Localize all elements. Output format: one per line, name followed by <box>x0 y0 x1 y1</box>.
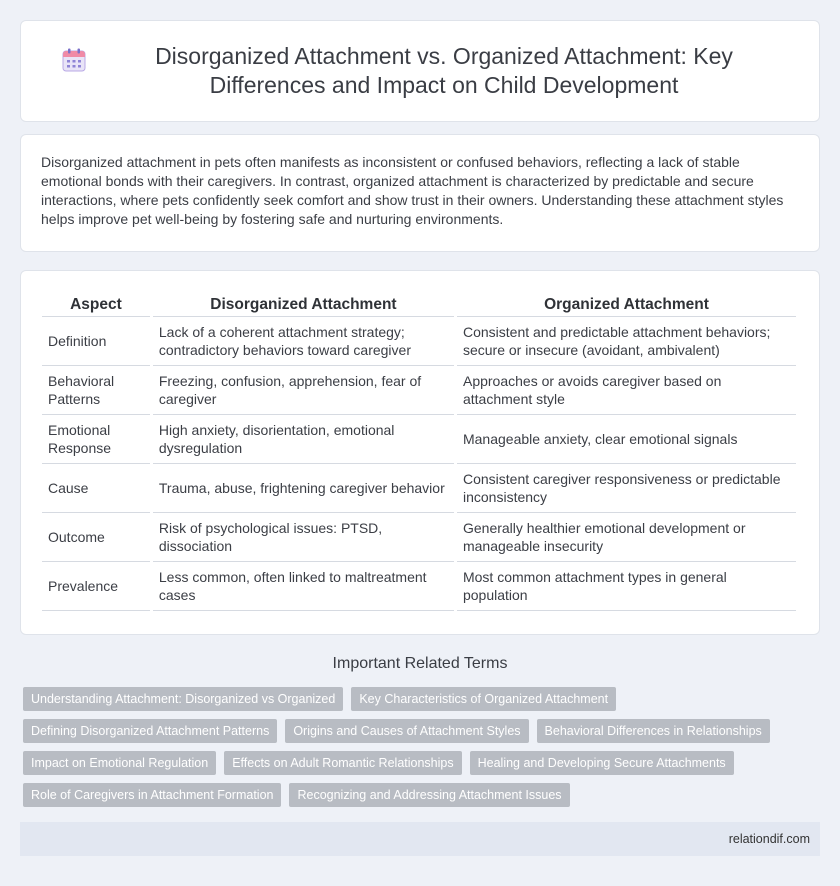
related-term-tag[interactable]: Understanding Attachment: Disorganized vs Organized <box>23 687 343 711</box>
related-terms-list <box>23 687 823 807</box>
disorganized-cell: Lack of a coherent attachment strategy; contradictory behaviors toward caregiver <box>153 317 454 366</box>
aspect-cell: Prevalence <box>42 562 150 611</box>
header-aspect: Aspect <box>42 293 150 317</box>
related-term-tag[interactable]: Defining Disorganized Attachment Patterns <box>23 719 277 743</box>
header-disorganized: Disorganized Attachment <box>153 293 454 317</box>
organized-cell: Most common attachment types in general population <box>457 562 796 611</box>
table-row <box>42 513 796 562</box>
related-terms-heading: Important Related Terms <box>332 655 508 672</box>
disorganized-cell: Trauma, abuse, frightening caregiver behavior <box>153 464 454 513</box>
aspect-cell: Cause <box>42 464 150 513</box>
organized-cell: Generally healthier emotional development or manageable insecurity <box>457 513 796 562</box>
organized-cell: Consistent and predictable attachment behaviors; secure or insecure (avoidant, ambivalent) <box>457 317 796 366</box>
page-title: Disorganized Attachment vs. Organized Attachment: Key Differences and Impact on Child Development <box>155 43 733 98</box>
table-row <box>42 366 796 415</box>
organized-cell: Manageable anxiety, clear emotional signals <box>457 415 796 464</box>
disorganized-cell: Freezing, confusion, apprehension, fear of caregiver <box>153 366 454 415</box>
disorganized-cell: High anxiety, disorientation, emotional dysregulation <box>153 415 454 464</box>
footer <box>20 822 820 856</box>
related-term-tag[interactable]: Impact on Emotional Regulation <box>23 751 216 775</box>
table-row <box>42 562 796 611</box>
related-term-tag[interactable]: Role of Caregivers in Attachment Formation <box>23 783 281 807</box>
header-organized: Organized Attachment <box>457 293 796 317</box>
related-term-tag[interactable]: Behavioral Differences in Relationships <box>537 719 770 743</box>
comparison-table <box>39 293 799 611</box>
table-header-row <box>42 293 796 317</box>
table-row <box>42 415 796 464</box>
intro-text: Disorganized attachment in pets often manifests as inconsistent or confused behaviors, reflecting a lack of stable emotional bonds with their caregivers. In contrast, organized attachment is characterized by predictable and secure interactions, where pets confidently seek comfort and show trust in their owners. Understanding these attachment styles helps improve pet well-being by fostering safe and nurturing environments. <box>41 154 784 227</box>
related-term-tag[interactable]: Key Characteristics of Organized Attachment <box>351 687 616 711</box>
disorganized-cell: Risk of psychological issues: PTSD, dissociation <box>153 513 454 562</box>
aspect-cell: Emotional Response <box>42 415 150 464</box>
related-term-tag[interactable]: Origins and Causes of Attachment Styles <box>285 719 528 743</box>
related-term-tag[interactable]: Recognizing and Addressing Attachment Issues <box>289 783 569 807</box>
aspect-cell: Behavioral Patterns <box>42 366 150 415</box>
intro-card <box>20 134 820 252</box>
calendar-icon <box>61 47 87 73</box>
table-row <box>42 464 796 513</box>
aspect-cell: Definition <box>42 317 150 366</box>
site-link[interactable]: relationdif.com <box>728 832 810 846</box>
organized-cell: Consistent caregiver responsiveness or predictable inconsistency <box>457 464 796 513</box>
header-card <box>20 20 820 122</box>
aspect-cell: Outcome <box>42 513 150 562</box>
organized-cell: Approaches or avoids caregiver based on attachment style <box>457 366 796 415</box>
comparison-card <box>20 270 820 635</box>
related-term-tag[interactable]: Healing and Developing Secure Attachments <box>470 751 734 775</box>
table-row <box>42 317 796 366</box>
related-term-tag[interactable]: Effects on Adult Romantic Relationships <box>224 751 461 775</box>
disorganized-cell: Less common, often linked to maltreatment cases <box>153 562 454 611</box>
